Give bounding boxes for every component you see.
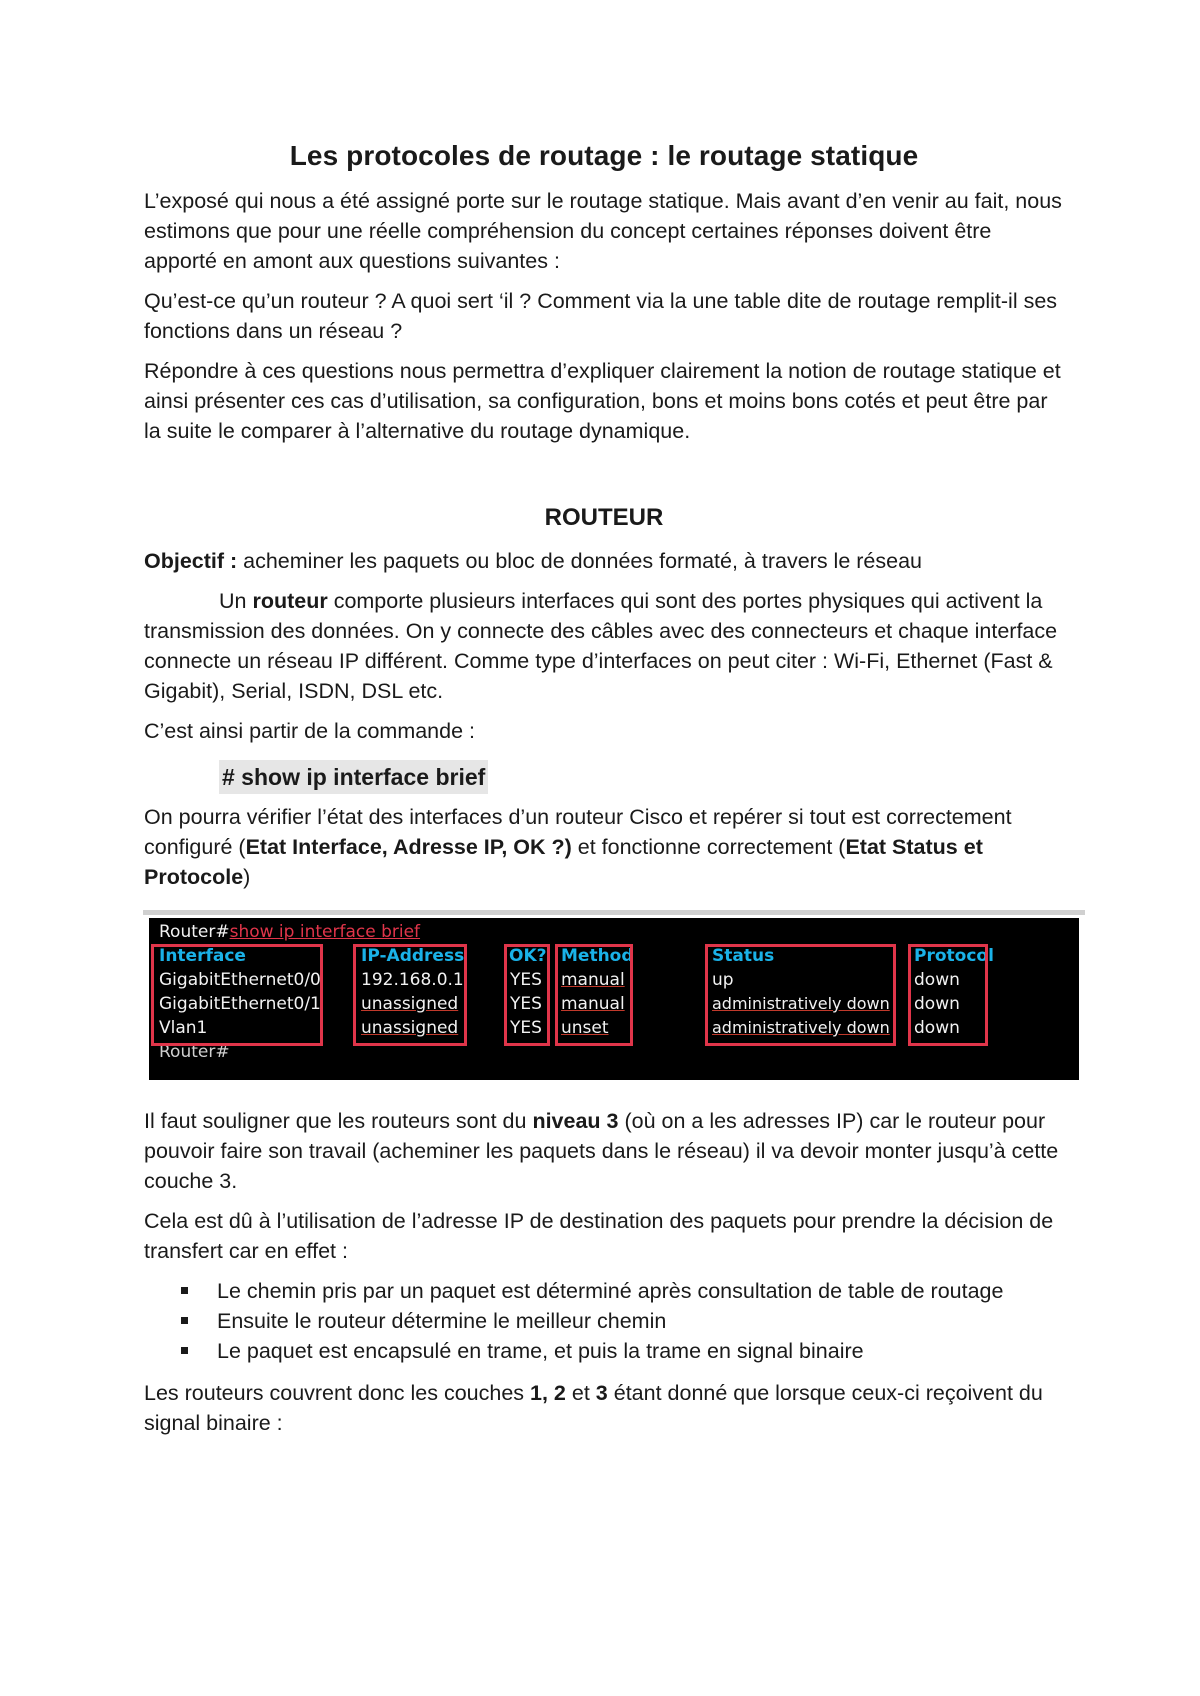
- intro-paragraph-1: L’exposé qui nous a été assigné porte sur le routage statique. Mais avant d’en venir au fait, nous estimons que pour une réelle compréhension du concept certaines réponses doivent être apporté en amont aux questions suivantes :: [144, 189, 1062, 273]
- header-status: Status: [712, 946, 775, 966]
- verify-text-c: ): [243, 865, 251, 889]
- terminal-command: show ip interface brief: [229, 922, 421, 942]
- terminal-output: [149, 918, 1079, 1080]
- highlight-box-method: [555, 944, 633, 1046]
- objectif-paragraph: [144, 546, 1064, 576]
- bullet-list: [144, 1276, 1064, 1366]
- row3-interface: Vlan1: [159, 1018, 208, 1038]
- page-title: Les protocoles de routage : le routage statique: [289, 140, 919, 171]
- screenshot-top-border: [143, 910, 1085, 915]
- terminal-command-row: [159, 922, 420, 942]
- row1-status: up: [712, 970, 734, 990]
- bullet-text: Ensuite le routeur détermine le meilleur chemin: [217, 1309, 667, 1333]
- row3-status: administratively down: [712, 1018, 890, 1037]
- row3-ok: YES: [510, 1018, 542, 1038]
- intro-paragraph-2: Qu’est-ce qu’un routeur ? A quoi sert ‘il ? Comment via la une table dite de routage remplit-il ses fonctions dans un réseau ?: [144, 289, 1058, 343]
- verify-paragraph: [144, 802, 1064, 892]
- row2-status: administratively down: [712, 994, 890, 1013]
- command-line: [219, 760, 1064, 794]
- verify-text-a: On pourra vérifier l’état des interfaces d’un routeur Cisco et repérer si tout est correctement configuré (: [144, 805, 1012, 859]
- row1-interface: GigabitEthernet0/0: [159, 970, 321, 990]
- layer-text-a: Il faut souligner que les routeurs sont du: [144, 1109, 533, 1133]
- verify-bold-2: Etat Status et Protocole: [144, 835, 983, 889]
- layer-bold-niveau: niveau 3: [532, 1109, 619, 1133]
- layer3-bold-2: 3: [595, 1381, 608, 1405]
- section-heading: ROUTEUR: [544, 504, 664, 531]
- router-text-a: Un: [219, 589, 253, 613]
- router-bold: routeur: [252, 589, 328, 613]
- command-intro: C’est ainsi partir de la commande :: [144, 719, 476, 743]
- row1-ip: 192.168.0.1: [361, 970, 464, 990]
- router-text-b: comporte plusieurs interfaces qui sont des portes physiques qui activent la transmission des données. On y connecte des câbles avec des connecteurs et chaque interface connecte un réseau IP différent. Comme type d’interfaces on peut citer : Wi-Fi, Ethernet (Fast & Gigabit), Serial, ISDN, DSL etc.: [144, 589, 1058, 703]
- layer-paragraph-2: Cela est dû à l’utilisation de l’adresse IP de destination des paquets pour prendre la décision de transfert car en effet :: [144, 1209, 1054, 1263]
- highlight-box-ok: [504, 944, 550, 1046]
- highlight-box-protocol: [908, 944, 988, 1046]
- header-ok: OK?: [509, 946, 547, 966]
- terminal-prompt: Router#: [159, 922, 230, 942]
- header-ip-address: IP-Address: [361, 946, 465, 966]
- row3-protocol: down: [914, 1018, 960, 1038]
- row3-ip: unassigned: [361, 1018, 459, 1038]
- objectif-label: Objectif :: [144, 549, 238, 573]
- header-protocol: Protocol: [914, 946, 994, 966]
- list-item: [217, 1276, 1064, 1306]
- list-item: [217, 1306, 1064, 1336]
- layer3-text-a: Les routeurs couvrent donc les couches: [144, 1381, 531, 1405]
- row2-protocol: down: [914, 994, 960, 1014]
- header-interface: Interface: [159, 946, 246, 966]
- verify-bold-1: Etat Interface, Adresse IP, OK ?): [245, 835, 572, 859]
- layer-paragraph-1: [144, 1106, 1064, 1196]
- objectif-text: acheminer les paquets ou bloc de données formaté, à travers le réseau: [237, 549, 922, 573]
- row1-protocol: down: [914, 970, 960, 990]
- layer-text-b: (où on a les adresses IP) car le routeur pour pouvoir faire son travail (acheminer les paquets dans le réseau) il va devoir monter jusqu’à cette couche 3.: [144, 1109, 1059, 1193]
- header-method: Method: [561, 946, 634, 966]
- bullet-text: Le chemin pris par un paquet est déterminé après consultation de table de routage: [217, 1279, 1004, 1303]
- layer3-bold-1: 1, 2: [530, 1381, 566, 1405]
- row2-method: manual: [561, 994, 625, 1014]
- verify-text-b: et fonctionne correctement (: [571, 835, 846, 859]
- row2-ip: unassigned: [361, 994, 459, 1014]
- highlight-box-ip: [353, 944, 467, 1046]
- highlight-box-status: [705, 944, 896, 1046]
- intro-paragraph-3: Répondre à ces questions nous permettra d’expliquer clairement la notion de routage statique et ainsi présenter ces cas d’utilisation, sa configuration, bons et moins bons cotés et peut être par la suite le comparer à l’alternative du routage dynamique.: [144, 359, 1061, 443]
- list-item: [217, 1336, 1064, 1366]
- row1-ok: YES: [510, 970, 542, 990]
- layer3-text-c: étant donné que lorsque ceux-ci reçoivent du signal binaire :: [144, 1381, 1043, 1435]
- row2-interface: GigabitEthernet0/1: [159, 994, 321, 1014]
- bullet-square-icon: [181, 1347, 188, 1354]
- layer-paragraph-3: [144, 1378, 1064, 1438]
- terminal-screenshot: [143, 910, 1085, 1080]
- row3-method: unset: [561, 1018, 609, 1038]
- command-text: # show ip interface brief: [219, 760, 488, 794]
- layer3-text-b: et: [565, 1381, 596, 1405]
- terminal-end-prompt: Router#: [159, 1042, 230, 1062]
- row1-method: manual: [561, 970, 625, 990]
- row2-ok: YES: [510, 994, 542, 1014]
- bullet-square-icon: [181, 1317, 188, 1324]
- router-paragraph: [144, 586, 1064, 706]
- bullet-square-icon: [181, 1287, 188, 1294]
- highlight-box-interface: [151, 944, 323, 1046]
- bullet-text: Le paquet est encapsulé en trame, et puis la trame en signal binaire: [217, 1339, 864, 1363]
- document-body: [144, 140, 1064, 1448]
